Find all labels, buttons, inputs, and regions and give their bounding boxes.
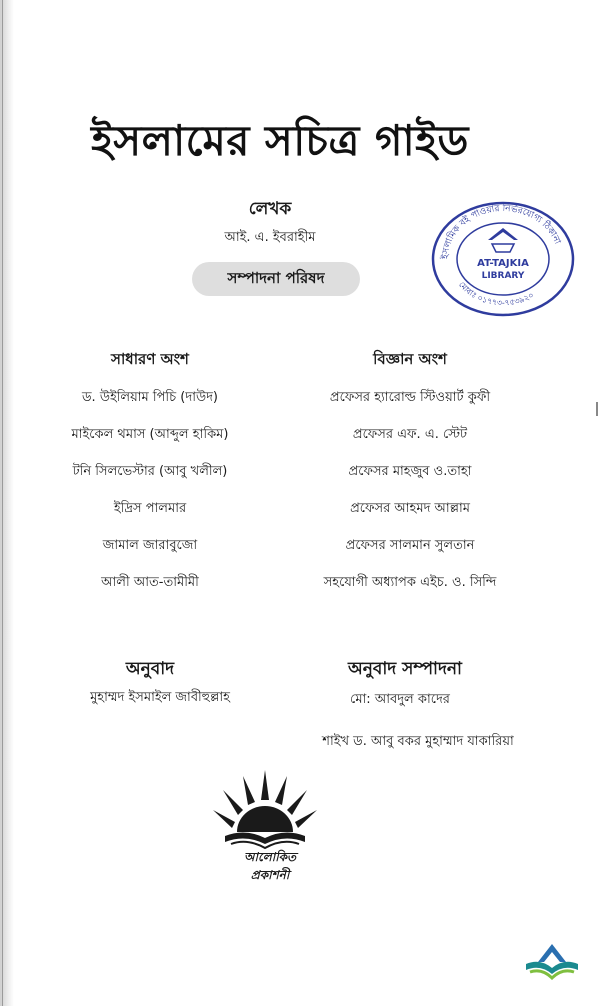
general-section-list [40,379,260,601]
translator-name: মুহাম্মদ ইসমাইল জাবীহুল্লাহ [90,690,230,705]
author-label: লেখক [248,199,292,219]
list-item: মাইকেল থমাস (আব্দুল হাকিম) [71,427,229,442]
list-item: আলী আত-তামীমী [101,575,199,590]
list-item: ইদ্রিস পালমার [113,501,187,516]
translation-heading: অনুবাদ [125,659,175,679]
editorial-board-badge [192,262,360,296]
list-item: প্রফেসর সালমান সুলতান [345,538,475,553]
author-name: আই. এ. ইবরাহীম [224,230,316,245]
general-section-heading: সাধারণ অংশ [111,350,189,368]
science-section-list [285,379,535,601]
stamp-ring-text: ইসলামিক বই পাওয়ার নির্ভরযোগ্য ঠিকানা [440,203,563,260]
editor-name: শাইখ ড. আবু বকর মুহাম্মাদ যাকারিয়া [322,734,514,749]
list-item: টনি সিলভেস্টার (আবু খলীল) [72,464,228,479]
publisher-name [230,848,310,884]
pencil-mark [596,402,598,416]
corner-book-logo-icon [522,940,582,982]
list-item: প্রফেসর হ্যারোল্ড স্টিওয়ার্ট কুফী [329,390,491,405]
list-item: জামাল জারাবুজো [102,538,198,553]
list-item: সহযোগী অধ্যাপক এইচ. ও. সিন্দি [323,575,497,590]
list-item: ড. উইলিয়াম পিচি (দাউদ) [81,390,218,405]
editor-name: মো: আবদুল কাদের [350,692,450,707]
list-item: প্রফেসর এফ. এ. স্টেট [352,427,468,442]
editorial-board-label: সম্পাদনা পরিষদ [227,268,325,287]
publisher-name-line1: আলোকিত [243,850,297,864]
stamp-phone-text: মোবাঃ ০১৭৭৩-৭৫৩৯২০ [456,279,536,308]
science-section-heading: বিজ্ঞান অংশ [373,350,447,368]
publisher-name-line2: প্রকাশনী [250,868,290,882]
list-item: প্রফেসর মাহজুব ও.তাহা [348,464,472,479]
translation-editing-heading: অনুবাদ সম্পাদনা [348,659,462,679]
list-item: প্রফেসর আহমদ আল্লাম [350,501,470,516]
library-stamp-icon [430,200,576,318]
stamp-center-top: AT-TAJKIA [477,258,529,269]
page-edge-line [2,0,3,1006]
book-title: ইসলামের সচিত্র গাইড [91,116,469,165]
stamp-center-bottom: LIBRARY [481,271,525,281]
